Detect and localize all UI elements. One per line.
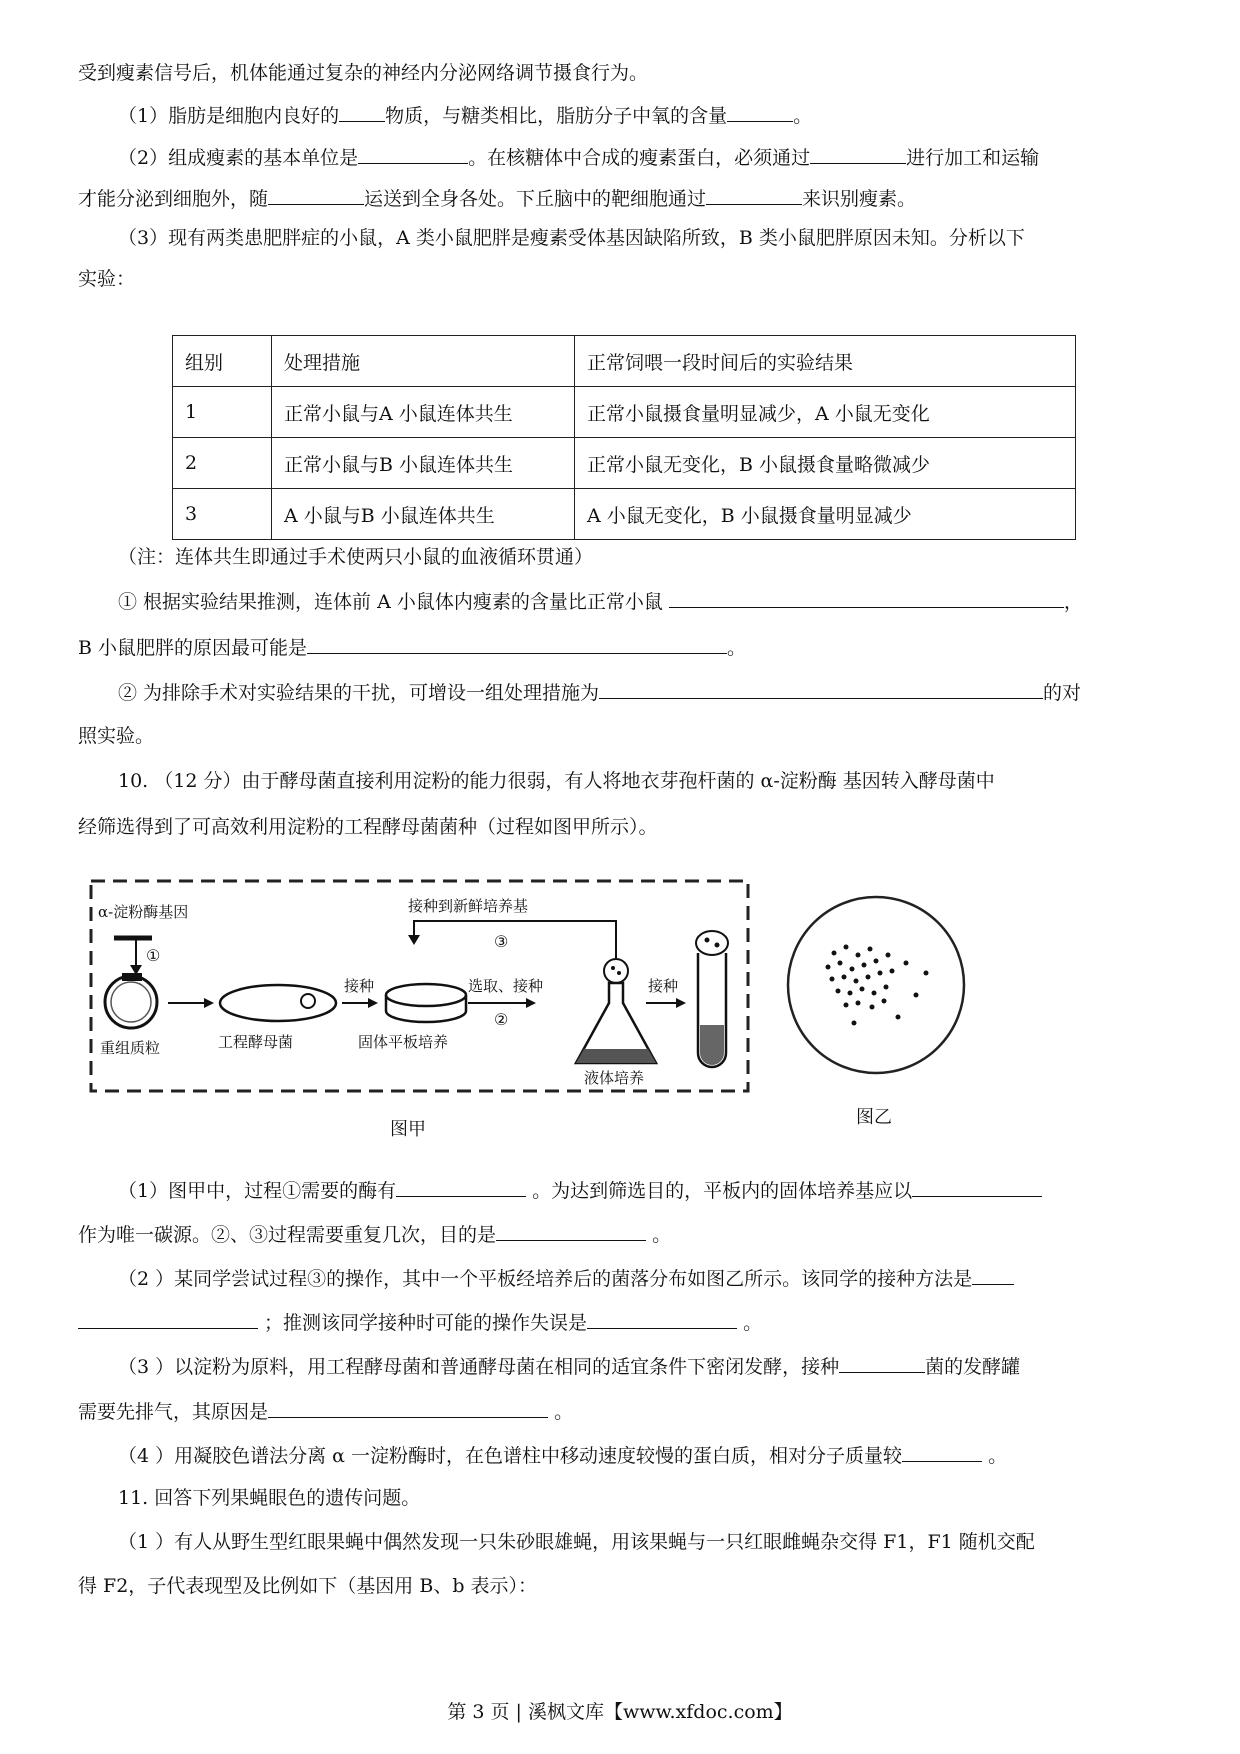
answer-blank[interactable]: [839, 1352, 925, 1373]
question-11: 11. 回答下列果蝇眼色的遗传问题。: [118, 1487, 421, 1509]
figure-caption-a: 图甲: [390, 1119, 426, 1140]
yeast-plasmid: [301, 994, 315, 1008]
question-2-cont: 才能分泌到细胞外，随 运送到全身各处。下丘脑中的靶细胞通过 来识别瘦素。: [78, 184, 916, 212]
answer-blank[interactable]: [339, 101, 385, 122]
agar-plate: [788, 897, 964, 1073]
answer-blank[interactable]: [307, 633, 727, 654]
table-cell: 正常小鼠与A 小鼠连体共生: [272, 387, 575, 438]
part-1-cont: 作为唯一碳源。②、③过程需要重复几次，目的是 。: [78, 1220, 671, 1248]
table-header: 正常饲喂一段时间后的实验结果: [575, 336, 1076, 387]
answer-blank[interactable]: [268, 184, 364, 205]
sub-question-2: ② 为排除手术对实验结果的干扰，可增设一组处理措施为 的对: [118, 678, 1081, 706]
flask-stopper: [604, 959, 628, 983]
arrow-head: [204, 998, 214, 1008]
part-3: （3 ）以淀粉为原料，用工程酵母菌和普通酵母菌在相同的适宜条件下密闭发酵，接种 菌的发酵罐: [118, 1352, 1020, 1380]
step-3-label: ③: [494, 932, 509, 951]
table-cell: 正常小鼠摄食量明显减少，A 小鼠无变化: [575, 387, 1076, 438]
answer-blank[interactable]: [396, 1176, 526, 1197]
arrow-head: [676, 998, 686, 1008]
answer-blank[interactable]: [912, 1176, 1042, 1197]
answer-blank[interactable]: [810, 143, 906, 164]
sub-question-2-cont: 照实验。: [78, 725, 155, 747]
table-cell: A 小鼠与B 小鼠连体共生: [272, 489, 575, 540]
question-11-part-1-cont: 得 F2，子代表现型及比例如下（基因用 B、b 表示）：: [78, 1575, 538, 1597]
arrow-head: [408, 935, 420, 945]
answer-blank[interactable]: [669, 587, 1064, 608]
page-footer: 第 3 页 | 溪枫文库【www.xfdoc.com】: [447, 1701, 793, 1723]
answer-blank[interactable]: [727, 101, 793, 122]
question-1: （1）脂肪是细胞内良好的 物质，与糖类相比，脂肪分子中氧的含量 。: [118, 101, 812, 129]
part-2: （2 ）某同学尝试过程③的操作，其中一个平板经培养后的菌落分布如图乙所示。该同学的接种方法是: [118, 1264, 1014, 1292]
table-cell: 2: [173, 438, 272, 489]
plate-label: 固体平板培养: [358, 1033, 449, 1051]
question-3: （3）现有两类患肥胖症的小鼠，A 类小鼠肥胖是瘦素受体基因缺陷所致，B 类小鼠肥胖原因未知。分析以下: [118, 227, 1025, 249]
yeast-label: 工程酵母菌: [218, 1033, 294, 1051]
fresh-medium-label: 接种到新鲜培养基: [408, 897, 529, 915]
process-figure: [86, 875, 1006, 1145]
petri-dish-top: [386, 984, 466, 1006]
answer-blank[interactable]: [496, 1220, 646, 1241]
plasmid-insert: [122, 973, 142, 981]
text-line: 受到瘦素信号后，机体能通过复杂的神经内分泌网络调节摄食行为。: [78, 62, 649, 84]
figure-caption-b: 图乙: [856, 1107, 892, 1128]
answer-blank[interactable]: [902, 1441, 982, 1462]
step-1-label: ①: [146, 946, 161, 965]
part-1: （1）图甲中，过程①需要的酶有 。为达到筛选目的，平板内的固体培养基应以: [118, 1176, 1042, 1204]
inoculate-label-1: 接种: [344, 977, 375, 995]
answer-blank[interactable]: [972, 1264, 1014, 1285]
liquid-label: 液体培养: [584, 1069, 645, 1087]
yeast-cell: [220, 985, 336, 1021]
part-3-cont: 需要先排气，其原因是 。: [78, 1397, 573, 1425]
step-2-label: ②: [494, 1010, 509, 1029]
tube-stopper: [696, 931, 728, 955]
table-cell: 3: [173, 489, 272, 540]
plasmid-ring: [105, 976, 157, 1028]
question-10-cont: 经筛选得到了可高效利用淀粉的工程酵母菌菌种（过程如图甲所示）。: [78, 816, 658, 838]
table-cell: 1: [173, 387, 272, 438]
arrow-head: [526, 998, 536, 1008]
table-row: [173, 387, 1076, 438]
answer-blank[interactable]: [268, 1397, 548, 1418]
part-2-cont: ；推测该同学接种时可能的操作失误是 。: [78, 1308, 762, 1336]
table-header: 组别: [173, 336, 272, 387]
question-10: 10. （12 分）由于酵母菌直接利用淀粉的能力很弱，有人将地衣芽孢杆菌的 α-淀粉酶 基因转入酵母菌中: [118, 770, 995, 792]
question-3-cont: 实验：: [78, 268, 136, 290]
sub-question-1: ① 根据实验结果推测，连体前 A 小鼠体内瘦素的含量比正常小鼠 ，: [118, 587, 1083, 615]
question-2: （2）组成瘦素的基本单位是 。在核糖体中合成的瘦素蛋白，必须通过 进行加工和运输: [118, 143, 1039, 171]
table-header-row: [173, 336, 1076, 387]
answer-blank[interactable]: [706, 184, 802, 205]
table-header: 处理措施: [272, 336, 575, 387]
arrow-head: [368, 998, 378, 1008]
part-4: （4 ）用凝胶色谱法分离 α 一淀粉酶时，在色谱柱中移动速度较慢的蛋白质，相对分子质量较 。: [118, 1441, 1007, 1469]
select-label: 选取、接种: [468, 977, 544, 995]
bacterial-colonies: [826, 945, 929, 1026]
tube-liquid: [700, 1025, 724, 1065]
question-11-part-1: （1 ）有人从野生型红眼果蝇中偶然发现一只朱砂眼雄蝇，用该果蝇与一只红眼雌蝇杂交得 F1，F1 随机交配: [118, 1531, 1035, 1553]
loop-arrow: [414, 921, 616, 959]
table-cell: A 小鼠无变化，B 小鼠摄食量明显减少: [575, 489, 1076, 540]
table-cell: 正常小鼠与B 小鼠连体共生: [272, 438, 575, 489]
table-note: （注：连体共生即通过手术使两只小鼠的血液循环贯通）: [118, 546, 594, 568]
sub-question-1-cont: B 小鼠肥胖的原因最可能是 。: [78, 633, 746, 661]
flask-liquid: [576, 1049, 656, 1063]
answer-blank[interactable]: [599, 678, 1043, 699]
plasmid-label: 重组质粒: [100, 1039, 161, 1057]
table-row: [173, 489, 1076, 540]
answer-blank[interactable]: [358, 143, 468, 164]
answer-blank[interactable]: [78, 1308, 258, 1329]
gene-label: α-淀粉酶基因: [98, 903, 189, 921]
answer-blank[interactable]: [587, 1308, 737, 1329]
experiment-table: [172, 335, 1076, 540]
inoculate-label-2: 接种: [648, 977, 679, 995]
table-row: [173, 438, 1076, 489]
table-cell: 正常小鼠无变化，B 小鼠摄食量略微减少: [575, 438, 1076, 489]
petri-dish-body: [386, 995, 466, 1022]
plasmid-inner: [111, 982, 151, 1022]
